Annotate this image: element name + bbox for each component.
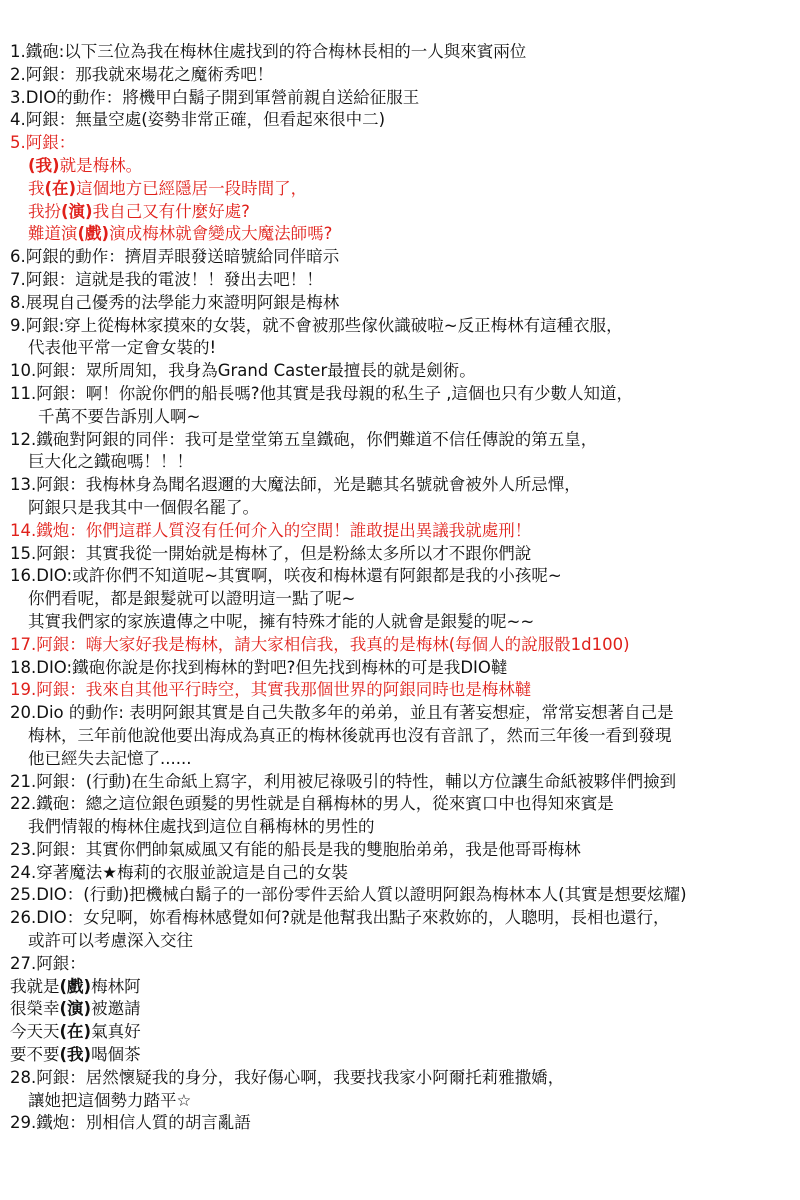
text-line: 他已經失去記憶了...... xyxy=(28,748,192,768)
text-line: 2.阿銀：那我就來場花之魔術秀吧！ xyxy=(10,64,274,84)
text-line: 28.阿銀：居然懷疑我的身分，我好傷心啊，我要找我家小阿爾托莉雅撒嬌， xyxy=(10,1067,565,1087)
text-line: 或許可以考慮深入交往 xyxy=(28,931,193,951)
text-line: 今天天(在)氣真好 xyxy=(10,1022,141,1042)
text-line: 14.鐵炮：你們這群人質沒有任何介入的空間！誰敢提出異議我就處刑！ xyxy=(10,520,532,540)
text-line: 我(在)這個地方已經隱居一段時間了， xyxy=(28,178,308,198)
text-line: 17.阿銀：嗨大家好我是梅林，請大家相信我，我真的是梅林(每個人的說服骰1d100) xyxy=(10,634,630,654)
text-line: (我)就是梅林。 xyxy=(28,155,143,175)
text-line: 4.阿銀：無量空處(姿勢非常正確，但看起來很中二) xyxy=(10,110,386,130)
text-line: 我們情報的梅林住處找到這位自稱梅林的男性的 xyxy=(28,817,375,837)
text-line: 1.鐵砲:以下三位為我在梅林住處找到的符合梅林長相的一人與來賓兩位 xyxy=(10,42,527,61)
text-line: 讓她把這個勢力踏平☆ xyxy=(28,1090,192,1110)
text-line: 5.阿銀： xyxy=(10,133,76,153)
text-line: 我扮(演)我自己又有什麼好處? xyxy=(28,201,250,221)
text-line: 要不要(我)喝個茶 xyxy=(10,1045,141,1065)
text-line: 15.阿銀：其實我從一開始就是梅林了，但是粉絲太多所以才不跟你們說 xyxy=(10,543,532,563)
text-line: 10.阿銀：眾所周知，我身為Grand Caster最擅長的就是劍術。 xyxy=(10,361,476,381)
text-line: 12.鐵砲對阿銀的同伴：我可是堂堂第五皇鐵砲，你們難道不信任傳說的第五皇， xyxy=(10,429,598,449)
text-line: 其實我們家的家族遺傳之中呢，擁有特殊才能的人就會是銀髮的呢~~ xyxy=(28,611,535,631)
text-line: 25.DIO：(行動)把機械白鬍子的一部份零件丟給人質以證明阿銀為梅林本人(其實是想要炫耀) xyxy=(10,885,687,905)
text-line: 8.展現自己優秀的法學能力來證明阿銀是梅林 xyxy=(10,292,340,312)
text-line: 7.阿銀：這就是我的電波！！發出去吧！！ xyxy=(10,269,323,289)
text-line: 梅林，三年前他說他要出海成為真正的梅林後就再也沒有音訊了，然而三年後一看到發現 xyxy=(28,725,672,745)
text-line: 23.阿銀：其實你們帥氣威風又有能的船長是我的雙胞胎弟弟，我是他哥哥梅林 xyxy=(10,839,581,859)
text-line: 29.鐵炮：別相信人質的胡言亂語 xyxy=(10,1113,251,1133)
text-line: 19.阿銀：我來自其他平行時空，其實我那個世界的阿銀同時也是梅林韃 xyxy=(10,680,532,700)
text-line: 很榮幸(演)被邀請 xyxy=(10,999,141,1019)
text-line: 21.阿銀：(行動)在生命紙上寫字，利用被尼祿吸引的特性，輔以方位讓生命紙被夥伴們撿到 xyxy=(10,771,677,791)
text-line: 20.Dio 的動作: 表明阿銀其實是自己失散多年的弟弟，並且有著妄想症，常常妄想著自己是 xyxy=(10,703,674,723)
text-line: 24.穿著魔法★梅莉的衣服並說這是自己的女裝 xyxy=(10,862,349,882)
text-line: 難道演(戲)演成梅林就會變成大魔法師嗎? xyxy=(28,224,333,244)
text-line: 我就是(戲)梅林阿 xyxy=(10,976,141,996)
text-line: 巨大化之鐵砲嗎！！！ xyxy=(28,452,193,472)
text-line: 18.DIO:鐵砲你說是你找到梅林的對吧?但先找到梅林的可是我DIO韃 xyxy=(10,657,508,677)
text-line: 22.鐵砲：總之這位銀色頭髮的男性就是自稱梅林的男人，從來賓口中也得知來賓是 xyxy=(10,794,614,814)
text-line: 11.阿銀：啊！你說你們的船長嗎?他其實是我母親的私生子 ,這個也只有少數人知道， xyxy=(10,383,633,403)
text-line: 6.阿銀的動作：擠眉弄眼發送暗號給同伴暗示 xyxy=(10,247,340,267)
text-line: 代表他平常一定會女裝的! xyxy=(28,338,217,358)
text-line: 9.阿銀:穿上從梅林家摸來的女裝，就不會被那些傢伙識破啦~反正梅林有這種衣服， xyxy=(10,315,623,335)
text-line: 26.DIO：女兒啊，妳看梅林感覺如何?就是他幫我出點子來救妳的，人聰明，長相也還行， xyxy=(10,908,670,928)
text-line: 你們看呢，都是銀髮就可以證明這一點了呢~ xyxy=(28,589,356,609)
document-body xyxy=(10,41,796,1135)
text-line: 16.DIO:或許你們不知道呢~其實啊，咲夜和梅林還有阿銀都是我的小孩呢~ xyxy=(10,566,562,586)
text-line: 阿銀只是我其中一個假名罷了。 xyxy=(28,497,259,517)
text-line: 27.阿銀： xyxy=(10,953,86,973)
text-line: 13.阿銀：我梅林身為聞名遐邇的大魔法師，光是聽其名號就會被外人所忌憚， xyxy=(10,475,581,495)
text-line: 千萬不要告訴別人啊~ xyxy=(38,406,201,426)
text-line: 3.DIO的動作：將機甲白鬍子開到軍營前親自送給征服王 xyxy=(10,87,420,107)
